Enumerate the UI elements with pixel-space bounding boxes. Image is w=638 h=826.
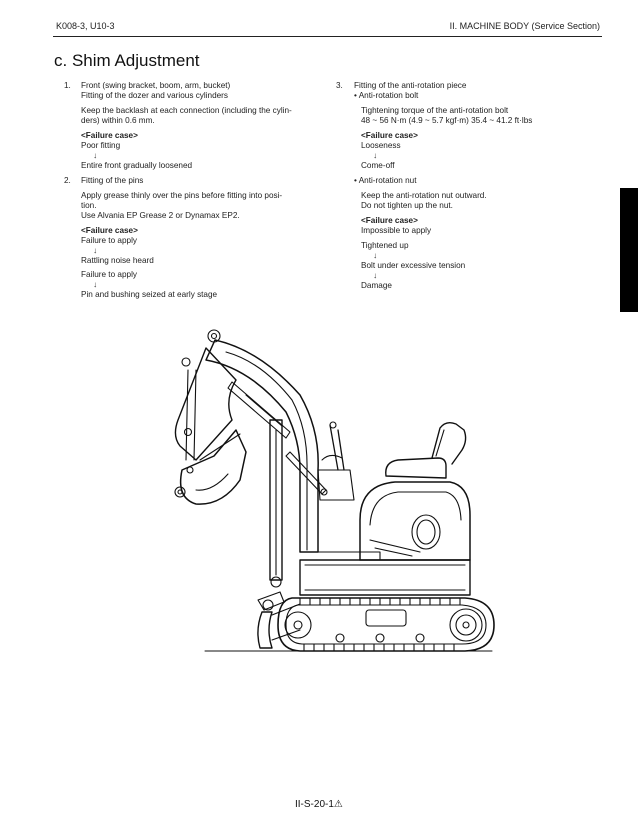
header-section: II. MACHINE BODY (Service Section) bbox=[449, 21, 600, 31]
item-3-failure-label-1: <Failure case> bbox=[361, 131, 418, 140]
item-2-failure-1: Failure to apply bbox=[81, 236, 137, 245]
item-2-title: Fitting of the pins bbox=[81, 176, 144, 185]
header-model: K008-3, U10-3 bbox=[56, 21, 115, 31]
item-1-failure-result: Entire front gradually loosened bbox=[81, 161, 193, 170]
page-number bbox=[295, 799, 343, 810]
nut-line-1: Keep the anti-rotation nut outward. bbox=[361, 191, 487, 200]
item-3-number: 3. bbox=[336, 81, 343, 90]
item-1-subtitle: Fitting of the dozer and various cylinders bbox=[81, 91, 228, 100]
item-3-bullet-nut: • Anti-rotation nut bbox=[354, 176, 417, 185]
page-number-text: II-S-20-1 bbox=[295, 799, 334, 810]
boom-arm bbox=[175, 330, 327, 587]
item-2-number: 2. bbox=[64, 176, 71, 185]
nut-line-2: Do not tighten up the nut. bbox=[361, 201, 453, 210]
crawler-track bbox=[278, 598, 494, 651]
item-2-failure-4: Pin and bushing seized at early stage bbox=[81, 290, 218, 299]
warning-triangle-icon: ⚠ bbox=[333, 799, 343, 810]
item-2-para-b: tion. bbox=[81, 201, 97, 210]
down-arrow-icon: ↓ bbox=[93, 246, 98, 255]
item-2-failure-2: Rattling noise heard bbox=[81, 256, 154, 265]
page-title: c. Shim Adjustment bbox=[54, 51, 200, 70]
item-3-bullet-bolt: • Anti-rotation bolt bbox=[354, 91, 419, 100]
item-3-result-6: Damage bbox=[361, 281, 392, 290]
item-2-para-a: Apply grease thinly over the pins before fitting into posi- bbox=[81, 191, 283, 200]
item-1-number: 1. bbox=[64, 81, 71, 90]
item-1-para-b: ders) within 0.6 mm. bbox=[81, 116, 155, 125]
down-arrow-icon: ↓ bbox=[373, 151, 378, 160]
item-1-title: Front (swing bracket, boom, arm, bucket) bbox=[81, 81, 231, 90]
item-1-failure-label: <Failure case> bbox=[81, 131, 138, 140]
item-2-para-c: Use Alvania EP Grease 2 or Dynamax EP2. bbox=[81, 211, 240, 220]
down-arrow-icon: ↓ bbox=[373, 251, 378, 260]
torque-line-1: Tightening torque of the anti-rotation bolt bbox=[361, 106, 509, 115]
item-3-result-4: Tightened up bbox=[361, 241, 409, 250]
item-1-para-a: Keep the backlash at each connection (including the cylin- bbox=[81, 106, 292, 115]
item-3-title: Fitting of the anti-rotation piece bbox=[354, 81, 467, 90]
dozer-blade bbox=[258, 592, 300, 648]
item-3-result-3: Impossible to apply bbox=[361, 226, 432, 235]
down-arrow-icon: ↓ bbox=[93, 151, 98, 160]
item-3-result-1: Looseness bbox=[361, 141, 401, 150]
item-3-result-2: Come-off bbox=[361, 161, 395, 170]
item-2-failure-label: <Failure case> bbox=[81, 226, 138, 235]
item-3-failure-label-2: <Failure case> bbox=[361, 216, 418, 225]
upper-structure bbox=[300, 422, 470, 595]
item-1-failure-cause: Poor fitting bbox=[81, 141, 121, 150]
item-2-failure-3: Failure to apply bbox=[81, 270, 137, 279]
down-arrow-icon: ↓ bbox=[93, 280, 98, 289]
down-arrow-icon: ↓ bbox=[373, 271, 378, 280]
torque-line-2: 48 ~ 56 N·m (4.9 ~ 5.7 kgf·m) 35.4 ~ 41.2 ft·lbs bbox=[361, 116, 533, 125]
item-3-result-5: Bolt under excessive tension bbox=[361, 261, 466, 270]
